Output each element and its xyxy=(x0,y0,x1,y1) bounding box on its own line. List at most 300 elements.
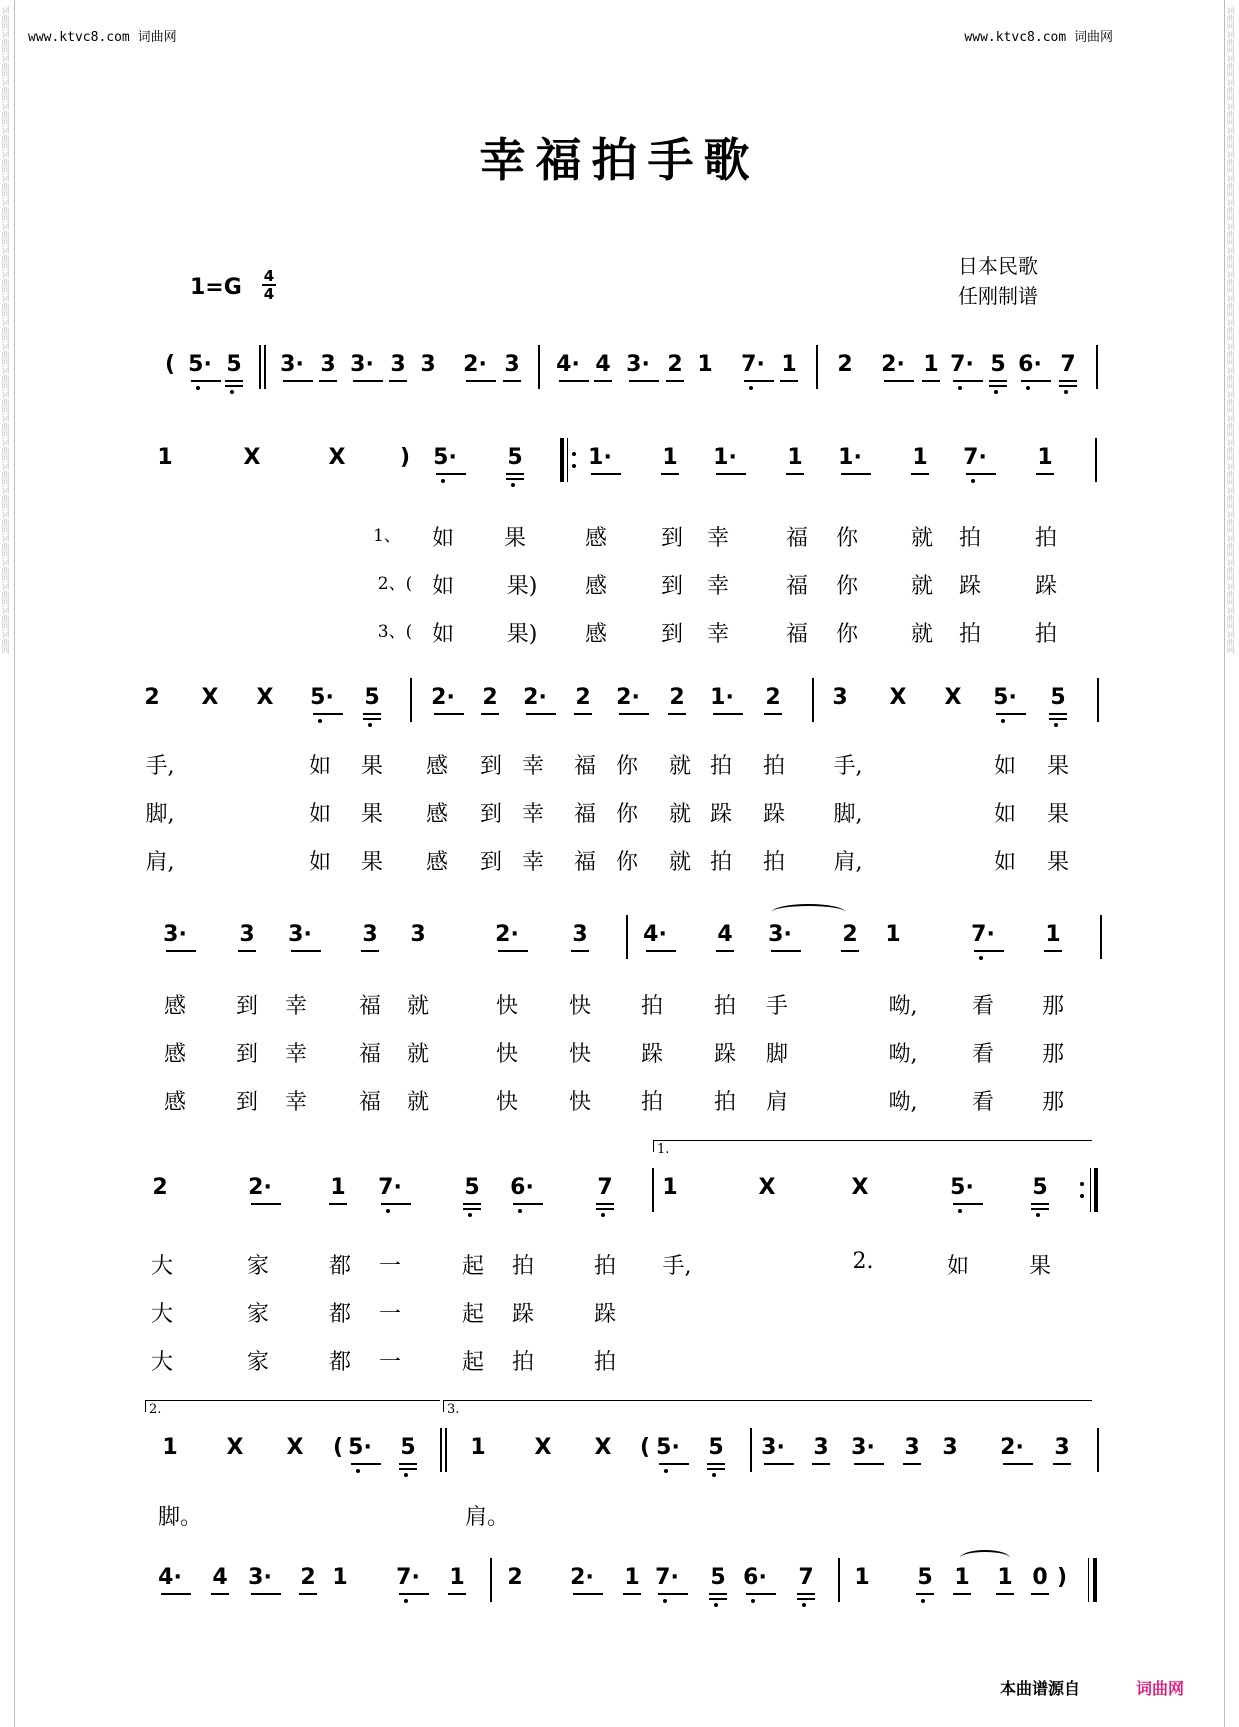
note: 1 xyxy=(662,1175,678,1200)
low-octave-dot xyxy=(663,1599,667,1603)
lyric: 幸 xyxy=(521,850,545,875)
beam xyxy=(1049,718,1067,720)
lyric: 福 xyxy=(573,850,597,875)
beam xyxy=(399,1593,429,1595)
low-octave-dot xyxy=(518,1209,522,1213)
note: 1 xyxy=(1045,922,1061,947)
low-octave-dot xyxy=(979,956,983,960)
beam xyxy=(591,473,621,475)
lyric: 快 xyxy=(568,1090,592,1115)
lyric: 拍 xyxy=(762,850,786,875)
note: 1 xyxy=(449,1565,465,1590)
lyric: 你 xyxy=(615,850,639,875)
lyric: 脚。 xyxy=(157,1505,203,1530)
repeat-start xyxy=(560,438,564,482)
note: 5· xyxy=(950,1175,974,1200)
beam xyxy=(780,380,798,382)
low-octave-dot xyxy=(368,723,372,727)
lyric: 拍 xyxy=(762,754,786,779)
beam xyxy=(1003,1463,1033,1465)
lyric: 福 xyxy=(785,526,809,551)
note: 7· xyxy=(963,445,987,470)
song-title: 幸福拍手歌 xyxy=(479,133,760,187)
lyric: 感 xyxy=(425,754,449,779)
beam xyxy=(481,713,499,715)
beam xyxy=(911,473,929,475)
lyric: 果 xyxy=(1046,850,1070,875)
lyric: 幸 xyxy=(706,574,730,599)
lyric: 幸 xyxy=(521,802,545,827)
volta-bracket xyxy=(145,1400,146,1412)
lyric: 果 xyxy=(1046,802,1070,827)
beam xyxy=(211,1593,229,1595)
beam xyxy=(399,1463,417,1465)
beam xyxy=(989,385,1007,387)
note: 5 xyxy=(708,1435,724,1460)
lyric: 感 xyxy=(584,622,608,647)
note: 3· xyxy=(163,922,187,947)
lyric: 到 xyxy=(479,850,503,875)
lyric: 果 xyxy=(503,526,527,551)
lyric: 到 xyxy=(660,574,684,599)
note: X xyxy=(286,1435,304,1460)
low-octave-dot xyxy=(441,479,445,483)
repeat-dot xyxy=(1080,1194,1084,1198)
lyric: 2、( xyxy=(377,574,413,594)
beam xyxy=(283,380,313,382)
low-octave-dot xyxy=(971,479,975,483)
note: 3· xyxy=(851,1435,875,1460)
note: 5· xyxy=(348,1435,372,1460)
note: 4 xyxy=(595,352,611,377)
note: 5 xyxy=(226,352,242,377)
lyric: 跺 xyxy=(1034,574,1058,599)
lyric: 果 xyxy=(1046,754,1070,779)
lyric: 拍 xyxy=(640,1090,664,1115)
note: X xyxy=(256,685,274,710)
note: 3· xyxy=(626,352,650,377)
lyric: 你 xyxy=(835,622,859,647)
lyric: 拍 xyxy=(511,1254,535,1279)
double-barline xyxy=(445,1428,447,1472)
low-octave-dot xyxy=(712,1473,716,1477)
note: 3 xyxy=(832,685,848,710)
note: X xyxy=(594,1435,612,1460)
note: 1 xyxy=(157,445,173,470)
lyric: 福 xyxy=(358,1042,382,1067)
lyric: 手 xyxy=(765,994,789,1019)
note: 3 xyxy=(813,1435,829,1460)
lyric: 就 xyxy=(910,574,934,599)
lyric: 2. xyxy=(852,1249,874,1274)
beam xyxy=(619,713,649,715)
lyric: 幸 xyxy=(706,622,730,647)
beam xyxy=(1049,713,1067,715)
note: 3 xyxy=(390,352,406,377)
beam xyxy=(953,1593,971,1595)
time-signature xyxy=(262,268,276,302)
note: ( xyxy=(639,1435,651,1460)
lyric: 家 xyxy=(246,1350,270,1375)
beam xyxy=(506,473,524,475)
beam xyxy=(764,713,782,715)
beam xyxy=(666,380,684,382)
beam xyxy=(466,380,496,382)
note: 0 xyxy=(1032,1565,1048,1590)
lyric: 跺 xyxy=(511,1302,535,1327)
lyric: 拍 xyxy=(593,1254,617,1279)
beam xyxy=(389,380,407,382)
volta-bracket xyxy=(443,1400,444,1412)
note: 2· xyxy=(495,922,519,947)
barline xyxy=(816,345,818,389)
barline xyxy=(812,678,814,722)
barline xyxy=(490,1558,492,1602)
beam xyxy=(974,950,1004,952)
note: 1 xyxy=(662,445,678,470)
volta-label: 1. xyxy=(657,1142,670,1157)
volta-label: 2. xyxy=(149,1402,162,1417)
left-watermark-band xyxy=(0,0,15,1727)
lyric: 你 xyxy=(615,754,639,779)
repeat-end xyxy=(1094,1168,1098,1212)
lyric: 呦, xyxy=(888,1042,918,1067)
site-url-left[interactable]: www.ktvc8.com 词曲网 xyxy=(28,30,177,45)
note: 5 xyxy=(464,1175,480,1200)
note: 2 xyxy=(669,685,685,710)
note: 7· xyxy=(378,1175,402,1200)
key-signature: 1=G xyxy=(190,275,242,300)
lyric: 感 xyxy=(163,994,187,1019)
lyric: 起 xyxy=(461,1254,485,1279)
lyric: 到 xyxy=(479,754,503,779)
note: 2· xyxy=(881,352,905,377)
barline xyxy=(410,678,412,722)
lyric: 到 xyxy=(479,802,503,827)
lyric: 果 xyxy=(360,802,384,827)
note: 6· xyxy=(1018,352,1042,377)
note: X xyxy=(328,445,346,470)
note: 2 xyxy=(575,685,591,710)
lyric: 感 xyxy=(163,1090,187,1115)
beam xyxy=(399,1468,417,1470)
lyric: 一 xyxy=(378,1302,402,1327)
lyric: 就 xyxy=(406,1042,430,1067)
beam xyxy=(361,950,379,952)
low-octave-dot xyxy=(751,1599,755,1603)
note: 1 xyxy=(854,1565,870,1590)
lyric: 如 xyxy=(308,850,332,875)
low-octave-dot xyxy=(386,1209,390,1213)
lyric: 肩, xyxy=(145,850,175,875)
beam xyxy=(716,950,734,952)
low-octave-dot xyxy=(1054,723,1058,727)
low-octave-dot xyxy=(468,1213,472,1217)
lyric: 跺 xyxy=(713,1042,737,1067)
beam xyxy=(966,473,996,475)
lyric: 那 xyxy=(1041,1042,1065,1067)
repeat-dot xyxy=(1080,1182,1084,1186)
beam xyxy=(363,713,381,715)
lyric: 一 xyxy=(378,1254,402,1279)
beam xyxy=(436,473,466,475)
volta-label: 3. xyxy=(447,1402,460,1417)
lyric: 拍 xyxy=(709,850,733,875)
lyric: 1、 xyxy=(373,526,401,546)
site-url-right[interactable]: www.ktvc8.com 词曲网 xyxy=(964,30,1113,45)
note: 5 xyxy=(917,1565,933,1590)
note: 3 xyxy=(320,352,336,377)
lyric: 就 xyxy=(668,802,692,827)
lyric: 都 xyxy=(328,1350,352,1375)
note: 1 xyxy=(624,1565,640,1590)
note: 2 xyxy=(300,1565,316,1590)
lyric: 福 xyxy=(358,994,382,1019)
lyric: 如 xyxy=(308,754,332,779)
beam xyxy=(506,478,524,480)
note: X xyxy=(243,445,261,470)
beam xyxy=(646,950,676,952)
beam xyxy=(953,1203,983,1205)
lyric: 起 xyxy=(461,1350,485,1375)
low-octave-dot xyxy=(749,386,753,390)
lyric: 看 xyxy=(971,1090,995,1115)
lyric: 幸 xyxy=(284,1090,308,1115)
lyric: 手, xyxy=(833,754,863,779)
slur xyxy=(960,1550,1010,1566)
note: 2· xyxy=(431,685,455,710)
note: 5 xyxy=(507,445,523,470)
lyric: 感 xyxy=(425,802,449,827)
note: 7 xyxy=(798,1565,814,1590)
note: 5· xyxy=(310,685,334,710)
note: 2 xyxy=(837,352,853,377)
lyric: 一 xyxy=(378,1350,402,1375)
lyric: 到 xyxy=(660,622,684,647)
low-octave-dot xyxy=(1036,1213,1040,1217)
beam xyxy=(329,1203,347,1205)
beam xyxy=(764,1463,794,1465)
note: 1· xyxy=(588,445,612,470)
note: 3· xyxy=(288,922,312,947)
footer-source: 本曲谱源自 xyxy=(1000,1679,1081,1698)
lyric: 肩。 xyxy=(464,1505,510,1530)
note: 2· xyxy=(248,1175,272,1200)
beam xyxy=(353,380,383,382)
lyric: 拍 xyxy=(1034,526,1058,551)
beam xyxy=(744,380,774,382)
barline xyxy=(1095,438,1097,482)
barline xyxy=(1100,915,1102,959)
volta-bracket xyxy=(145,1400,440,1401)
lyric: 大 xyxy=(150,1350,174,1375)
note: 7· xyxy=(655,1565,679,1590)
low-octave-dot xyxy=(958,386,962,390)
lyric: 如 xyxy=(431,574,455,599)
beam xyxy=(1031,1593,1049,1595)
final-barline xyxy=(1093,1558,1097,1602)
beam xyxy=(225,380,243,382)
lyric: 幸 xyxy=(284,994,308,1019)
lyric: 家 xyxy=(246,1254,270,1279)
beam xyxy=(238,950,256,952)
beam xyxy=(786,473,804,475)
lyric: 肩, xyxy=(833,850,863,875)
low-octave-dot xyxy=(601,1213,605,1217)
lyric: 你 xyxy=(835,574,859,599)
lyric: 如 xyxy=(308,802,332,827)
lyric: 如 xyxy=(946,1254,970,1279)
low-octave-dot xyxy=(994,390,998,394)
lyric: 都 xyxy=(328,1302,352,1327)
note: 5· xyxy=(188,352,212,377)
lyric: 快 xyxy=(495,994,519,1019)
note: 1 xyxy=(781,352,797,377)
left-watermark-text: 词曲网词曲网词曲网词曲网词曲网词曲网词曲网词曲网词曲网词曲网词曲网词曲网词曲网词曲网词曲网词曲网词曲网词曲网词曲网词曲网词曲网词曲网词曲网词曲网词曲网词曲网词曲网 xyxy=(1,6,10,654)
note: 5 xyxy=(1050,685,1066,710)
beam xyxy=(448,1593,466,1595)
repeat-dot xyxy=(572,464,576,468)
note: X xyxy=(758,1175,776,1200)
beam xyxy=(797,1598,815,1600)
beam xyxy=(797,1593,815,1595)
note: 2 xyxy=(482,685,498,710)
lyric: 福 xyxy=(358,1090,382,1115)
note: 7· xyxy=(971,922,995,947)
volta-bracket xyxy=(443,1400,1092,1401)
note: 7· xyxy=(950,352,974,377)
beam xyxy=(571,950,589,952)
lyric: 拍 xyxy=(593,1350,617,1375)
lyric: 幸 xyxy=(706,526,730,551)
beam xyxy=(668,713,686,715)
lyric: 手, xyxy=(145,754,175,779)
lyric: 拍 xyxy=(709,754,733,779)
beam xyxy=(659,1463,689,1465)
beam xyxy=(707,1463,725,1465)
lyric: 如 xyxy=(993,802,1017,827)
note: 5 xyxy=(364,685,380,710)
barline xyxy=(652,1168,654,1212)
lyric: 如 xyxy=(431,622,455,647)
lyric: 如 xyxy=(993,850,1017,875)
lyric: 那 xyxy=(1041,1090,1065,1115)
note: 1 xyxy=(470,1435,486,1460)
lyric: 都 xyxy=(328,1254,352,1279)
low-octave-dot xyxy=(230,390,234,394)
note: 2· xyxy=(1000,1435,1024,1460)
low-octave-dot xyxy=(1001,719,1005,723)
beam xyxy=(1059,380,1077,382)
lyric: 感 xyxy=(584,526,608,551)
lyric: 肩 xyxy=(765,1090,789,1115)
note: 3· xyxy=(761,1435,785,1460)
slur xyxy=(772,904,845,920)
beam xyxy=(526,713,556,715)
beam xyxy=(319,380,337,382)
note: 3 xyxy=(504,352,520,377)
song-origin: 日本民歌 xyxy=(958,254,1038,278)
final-barline xyxy=(1088,1558,1089,1602)
beam xyxy=(351,1463,381,1465)
lyric: 感 xyxy=(163,1042,187,1067)
lyric: 如 xyxy=(431,526,455,551)
lyric: 就 xyxy=(668,754,692,779)
note: X xyxy=(226,1435,244,1460)
double-barline xyxy=(440,1428,442,1472)
lyric: 跺 xyxy=(762,802,786,827)
beam xyxy=(841,473,871,475)
note: 6· xyxy=(510,1175,534,1200)
beam xyxy=(841,950,859,952)
note: 3 xyxy=(410,922,426,947)
lyric: 看 xyxy=(971,1042,995,1067)
note: 4 xyxy=(212,1565,228,1590)
beam xyxy=(166,950,196,952)
beam xyxy=(1053,1463,1071,1465)
beam xyxy=(381,1203,411,1205)
lyric: 跺 xyxy=(640,1042,664,1067)
note: 1 xyxy=(954,1565,970,1590)
barline xyxy=(1096,345,1098,389)
note: 3· xyxy=(280,352,304,377)
lyric: 大 xyxy=(150,1302,174,1327)
beam xyxy=(812,1463,830,1465)
low-octave-dot xyxy=(1064,390,1068,394)
lyric: 大 xyxy=(150,1254,174,1279)
beam xyxy=(629,380,659,382)
beam xyxy=(623,1593,641,1595)
note: 5 xyxy=(710,1565,726,1590)
low-octave-dot xyxy=(921,1599,925,1603)
note: 2 xyxy=(765,685,781,710)
note: 2· xyxy=(570,1565,594,1590)
lyric: 到 xyxy=(660,526,684,551)
lyric: 家 xyxy=(246,1302,270,1327)
beam xyxy=(574,713,592,715)
note: 1 xyxy=(162,1435,178,1460)
low-octave-dot xyxy=(511,483,515,487)
lyric: 你 xyxy=(615,802,639,827)
note: 1 xyxy=(787,445,803,470)
lyric: 跺 xyxy=(709,802,733,827)
barline xyxy=(626,915,628,959)
note: 4· xyxy=(643,922,667,947)
note: 3 xyxy=(1054,1435,1070,1460)
footer xyxy=(1000,1676,1184,1699)
lyric: 就 xyxy=(910,622,934,647)
beam xyxy=(709,1598,727,1600)
lyric: 快 xyxy=(568,994,592,1019)
lyric: 福 xyxy=(785,622,809,647)
lyric: 拍 xyxy=(511,1350,535,1375)
lyric: 跺 xyxy=(958,574,982,599)
beam xyxy=(313,713,343,715)
double-barline xyxy=(259,345,261,389)
beam xyxy=(434,713,464,715)
time-signature-top: 4 xyxy=(263,267,275,285)
lyric: 快 xyxy=(495,1042,519,1067)
low-octave-dot xyxy=(318,719,322,723)
song-arranger: 任刚制谱 xyxy=(958,284,1038,308)
lyric: 拍 xyxy=(713,1090,737,1115)
note: 1 xyxy=(997,1565,1013,1590)
note: 1 xyxy=(885,922,901,947)
barline xyxy=(750,1428,752,1472)
note: 7· xyxy=(741,352,765,377)
footer-brand[interactable]: 词曲网 xyxy=(1136,1679,1185,1698)
lyric: 拍 xyxy=(958,622,982,647)
